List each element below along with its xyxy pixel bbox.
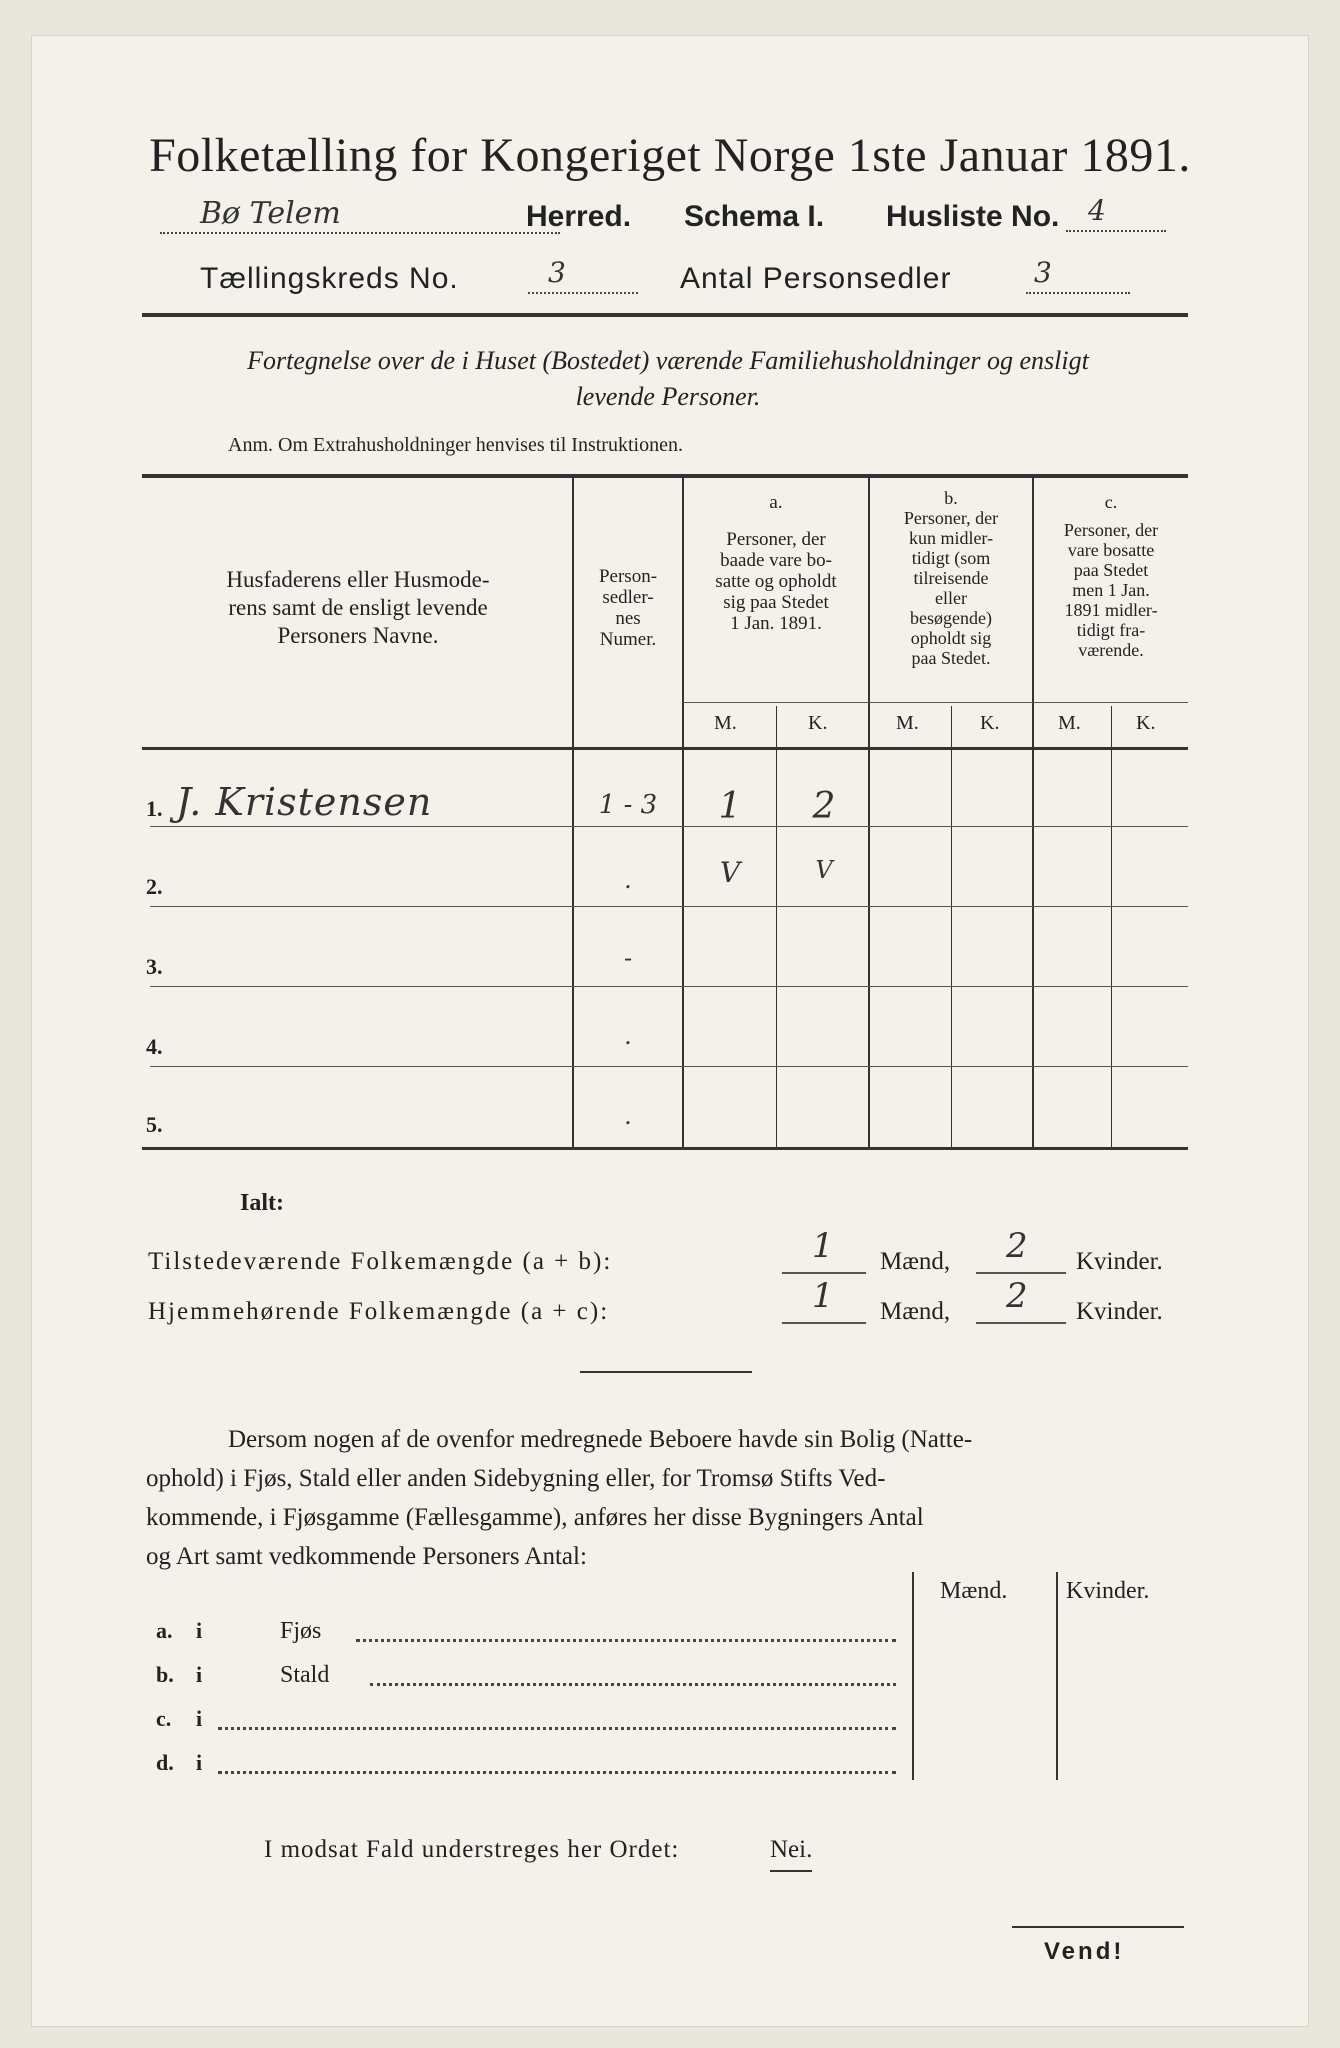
building-row-b: b. i Stald [156,1662,896,1692]
herred-label: Herred. [526,200,632,233]
hjemme-m-value: 1 [812,1276,834,1316]
hjemme-label: Hjemmehørende Folkemængde (a + c): [148,1298,610,1325]
building-row-a: a. i Fjøs [156,1618,896,1648]
row-4-sedler: . [624,1022,632,1050]
modsat-text: I modsat Fald understreges her Ordet: [264,1836,680,1863]
col-header-b: b. Personer, der kun midler- tidigt (som tilreisende eller besøgende) opholdt sig paa Stedet. [903,488,999,668]
tilstede-m-value: 1 [812,1226,834,1266]
husliste-field [1066,196,1166,234]
instruction-paragraph: Dersom nogen af de ovenfor medregnede Beboere havde sin Bolig (Natte- ophold) i Fjøs, Stald eller anden Sidebygning eller, for Tromsø Stifts Ved- kommende, i Fjøsgamme (Fællesgamme), anføres her disse Bygningers Antal og Art samt vedkommende Personers Antal: [146,1426,973,1570]
intro-line2: levende Personer. [575,382,761,411]
husliste-label: Husliste No. [886,200,1060,233]
kreds-label: Tællingskreds No. [200,262,459,295]
husliste-value: 4 [1088,194,1106,227]
nei-word: Nei. [770,1836,812,1872]
hjemme-k-field [976,1278,1066,1324]
row-5-sedler: . [624,1102,632,1130]
hjemme-m-field [782,1278,866,1324]
kreds-value: 3 [548,256,566,289]
building-row-d: d. i [156,1750,896,1780]
intro-line1: Fortegnelse over de i Huset (Bostedet) værende Familiehusholdninger og ensligt [247,346,1089,375]
row-1-sedler: 1 - 3 [598,790,658,820]
tilstede-m-field [782,1228,866,1274]
schema-label: Schema I. [684,200,825,233]
herred-value: Bø Telem [200,196,341,231]
row-number-5: 5. [146,1112,163,1137]
col-header-sedler: Person- sedler- nes Numer. [598,566,658,650]
row-1-name: J. Kristensen [176,780,433,824]
antal-value: 3 [1034,256,1052,289]
b-k-label: K. [980,712,1000,734]
kreds-field [528,256,638,296]
hjemme-k-value: 2 [1006,1276,1028,1316]
tilstede-label: Tilstedeværende Folkemængde (a + b): [148,1248,613,1275]
hjemme-kvinder: Kvinder. [1076,1298,1163,1325]
building-row-c: c. i [156,1706,896,1736]
row-3-sedler: - [623,944,633,972]
a-m-label: M. [714,712,737,734]
b-m-label: M. [896,712,919,734]
tilstede-kvinder: Kvinder. [1076,1248,1163,1275]
row-number-2: 2. [146,874,163,899]
buildings-kvinder-header: Kvinder. [1066,1578,1150,1604]
vend-text: Vend! [1044,1938,1125,1965]
row-1-a-m: 1 [718,786,742,827]
tilstede-maend: Mænd, [880,1248,951,1275]
tilstede-k-value: 2 [1006,1226,1028,1266]
row-2-sedler: . [624,866,632,894]
row-number-4: 4. [146,1034,163,1059]
anm-note: Anm. Om Extrahusholdninger henvises til Instruktionen. [228,434,683,456]
separator-rule [580,1371,752,1373]
herred-field [160,196,560,234]
buildings-maend-header: Mænd. [940,1578,1008,1604]
ialt-label: Ialt: [240,1190,284,1216]
row-number-3: 3. [146,954,163,979]
form-title: Folketælling for Kongeriget Norge 1ste Januar 1891. [149,129,1191,182]
antal-field [1026,256,1130,296]
row-number-1: 1. [146,796,163,821]
tilstede-k-field [976,1228,1066,1274]
antal-label: Antal Personsedler [680,262,952,295]
hjemme-maend: Mænd, [880,1298,951,1325]
header-rule [142,313,1188,317]
row-2-a-k: V [815,856,833,884]
col-header-names: Husfaderens eller Husmode- rens samt de ensligt levende Personers Navne. [226,567,490,648]
row-1-a-k: 2 [812,786,836,827]
c-k-label: K. [1136,712,1156,734]
c-m-label: M. [1058,712,1081,734]
col-header-c: c. Personer, der vare bosatte paa Stedet men 1 Jan. 1891 midler- tidigt fra- værende. [1063,492,1159,660]
row-2-a-m: V [719,856,741,889]
col-header-a: a. Personer, der baade vare bo- satte og opholdt sig paa Stedet 1 Jan. 1891. [715,492,837,634]
a-k-label: K. [808,712,828,734]
